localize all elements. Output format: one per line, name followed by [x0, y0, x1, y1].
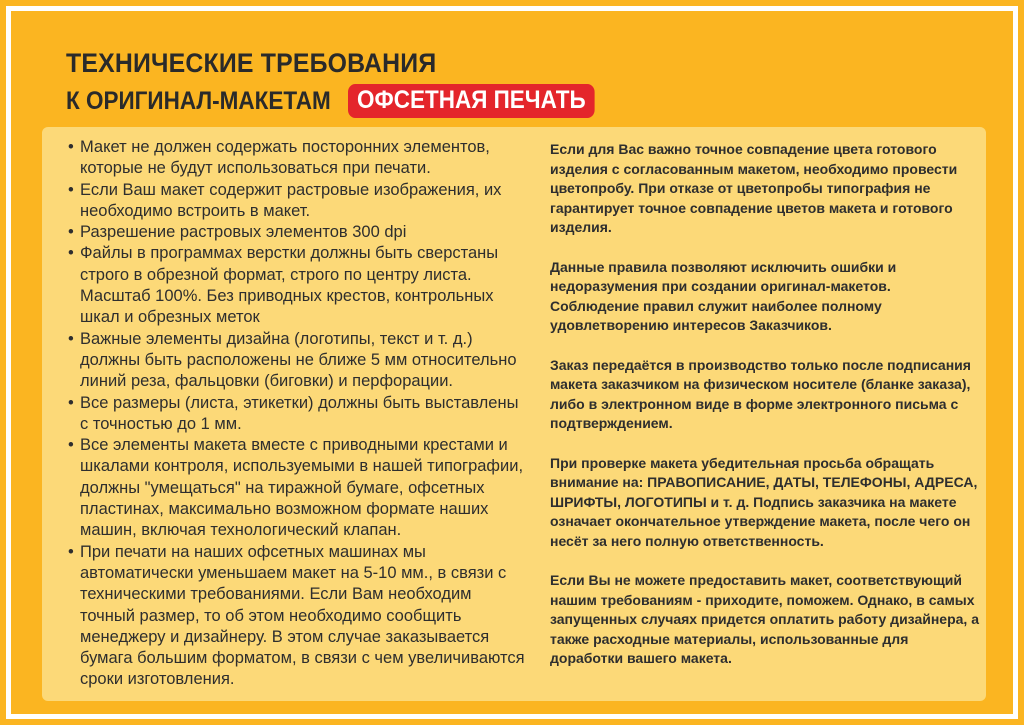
- requirements-list-column: [66, 137, 526, 691]
- list-item: • При печати на наших офсетных машинах мы автоматически уменьшаем макет на 5-10 мм., в связи с техническими требованиями. Если Вам необходим точный размер, то об этом необходимо сообщить менеджеру и дизайнеру. В этом случае заказывается бумага большим форматом, в связи с чем увеличиваются сроки изготовления.: [66, 542, 526, 691]
- paragraph-rules: Данные правила позволяют исключить ошибки и недоразумения при создании оригинал-макетов. Соблюдение правил служит наиболее полному удовлетворению интересов Заказчиков.: [550, 258, 897, 334]
- offset-print-badge: ОФСЕТНАЯ ПЕЧАТЬ: [348, 84, 595, 118]
- requirements-list: [66, 137, 526, 691]
- list-item: • Разрешение растровых элементов 300 dpi: [66, 222, 526, 243]
- title-line-1: ТЕХНИЧЕСКИЕ ТРЕБОВАНИЯ: [66, 48, 437, 78]
- list-item: • Макет не должен содержать посторонних элементов, которые не будут использоваться при печати.: [66, 137, 526, 180]
- notes-column: [550, 140, 980, 689]
- list-item: • Все размеры (листа, этикетки) должны быть выставлены с точностью до 1 мм.: [66, 393, 526, 436]
- title-line-2: К ОРИГИНАЛ-МАКЕТАМ: [66, 86, 331, 115]
- title-line-2-row: [66, 84, 622, 118]
- list-item: • Файлы в программах верстки должны быть сверстаны строго в обрезной формат, строго по центру листа. Масштаб 100%. Без приводных крестов, контрольных шкал и обрезных меток: [66, 243, 526, 328]
- paragraph-design-help: Если Вы не можете предоставить макет, соответствующий нашим требованиям - приходите, поможем. Однако, в самых запущенных случаях придется оплатить работу дизайнера, а также расходные материалы, использованные для доработки вашего макета.: [550, 572, 979, 667]
- paragraph-proofreading: При проверке макета убедительная просьба обращать внимание на: ПРАВОПИСАНИЕ, ДАТЫ, ТЕЛЕФОНЫ, АДРЕСА, ШРИФТЫ, ЛОГОТИПЫ и т. д. Подпись заказчика на макете означает окончательное утверждение макета, после чего он несёт за него полную ответственность.: [550, 454, 978, 549]
- paragraph-order-approval: Заказ передаётся в производство только после подписания макета заказчиком на физическом носителе (бланке заказа), либо в электронном виде в форме электронного письма с подтверждением.: [550, 356, 971, 432]
- paragraph-color-proof: Если для Вас важно точное совпадение цвета готового изделия с согласованным макетом, необходимо провести цветопробу. При отказе от цветопробы типография не гарантирует точное совпадение цветов макета и готового изделия.: [550, 141, 958, 236]
- list-item: • Все элементы макета вместе с приводными крестами и шкалами контроля, используемыми в нашей типографии, должны "умещаться" на тиражной бумаге, офсетных пластинах, максимально возможном формате наших машин, включая технологический клапан.: [66, 435, 526, 541]
- list-item: • Если Ваш макет содержит растровые изображения, их необходимо встроить в макет.: [66, 180, 526, 223]
- list-item: • Важные элементы дизайна (логотипы, текст и т. д.) должны быть расположены не ближе 5 мм относительно линий реза, фальцовки (биговки) и перфорации.: [66, 329, 526, 393]
